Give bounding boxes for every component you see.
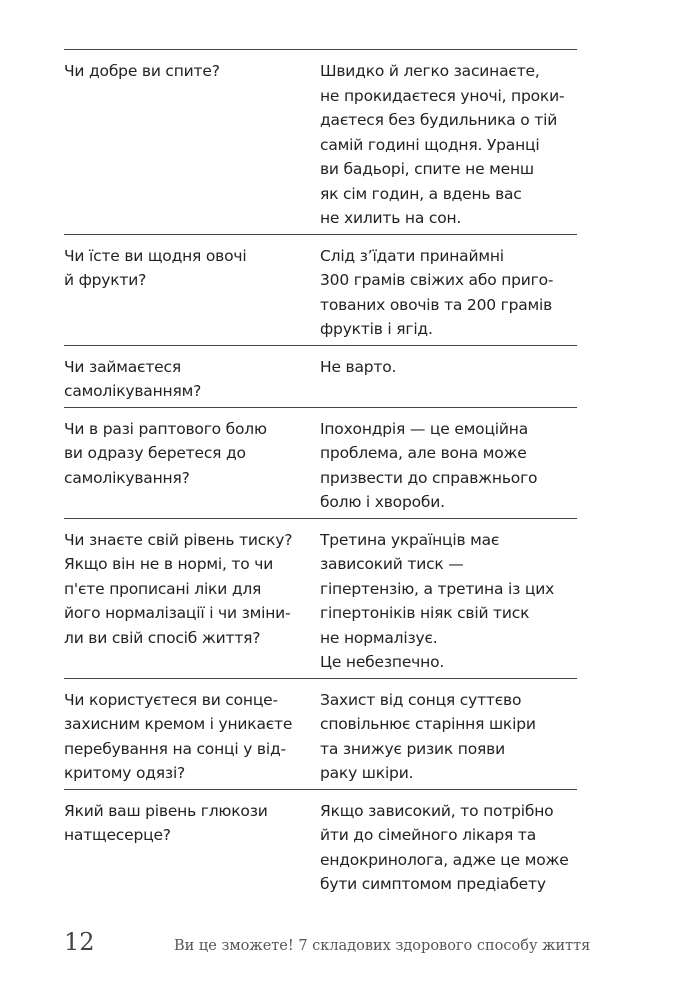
table-row: [64, 519, 577, 679]
running-title: Ви це зможете! 7 складових здорового способу життя: [174, 938, 591, 954]
table-row: [64, 679, 577, 790]
answer-cell: Іпохондрія — це емоційна проблема, але вона може призвести до справжнього болю і хвороби.: [320, 419, 538, 511]
table-row: [64, 408, 577, 519]
page-number: 12: [64, 928, 95, 956]
answer-cell: Не варто.: [320, 357, 397, 376]
table-row: [64, 50, 577, 235]
table-row: [64, 235, 577, 346]
answer-cell: Захист від сонця суттєво сповільнює старіння шкіри та знижує ризик появи раку шкіри.: [320, 690, 536, 782]
question-cell: Чи займаєтеся самолікуванням?: [64, 357, 202, 400]
answer-cell: Швидко й легко засинаєте, не прокидаєтеся уночі, проки- даєтеся без будильника о тій самій годині щодня. Уранці ви бадьорі, спите не менш як сім годин, а вдень вас не хилить на сон.: [320, 62, 565, 227]
table-row: [64, 790, 577, 900]
answer-cell: Слід з’їдати принаймні 300 грамів свіжих або приго- тованих овочів та 200 грамів фруктів і ягід.: [320, 246, 554, 338]
question-cell: Чи знаєте свій рівень тиску? Якщо він не в нормі, то чи п'єте прописані ліки для його нормалізації і чи зміни- ли ви свій спосіб життя?: [64, 530, 293, 647]
question-cell: Чи їсте ви щодня овочі й фрукти?: [64, 246, 247, 289]
answer-cell: Якщо зависокий, то потрібно йти до сімейного лікаря та ендокринолога, адже це може бути симптомом предіабету: [320, 801, 569, 893]
question-cell: Який ваш рівень глюкози натщесерце?: [64, 801, 268, 844]
question-cell: Чи добре ви спите?: [64, 62, 220, 80]
answer-cell: Третина українців має зависокий тиск — гіпертензію, а третина із цих гіпертоніків ніяк свій тиск не нормалізує. Це небезпечно.: [320, 530, 555, 671]
question-cell: Чи користуєтеся ви сонце- захисним кремом і уникаєте перебування на сонці у від- критому одязі?: [64, 690, 293, 782]
table-row: [64, 346, 577, 408]
question-cell: Чи в разі раптового болю ви одразу беретеся до самолікування?: [64, 419, 267, 487]
health-checklist-table: [64, 49, 577, 900]
